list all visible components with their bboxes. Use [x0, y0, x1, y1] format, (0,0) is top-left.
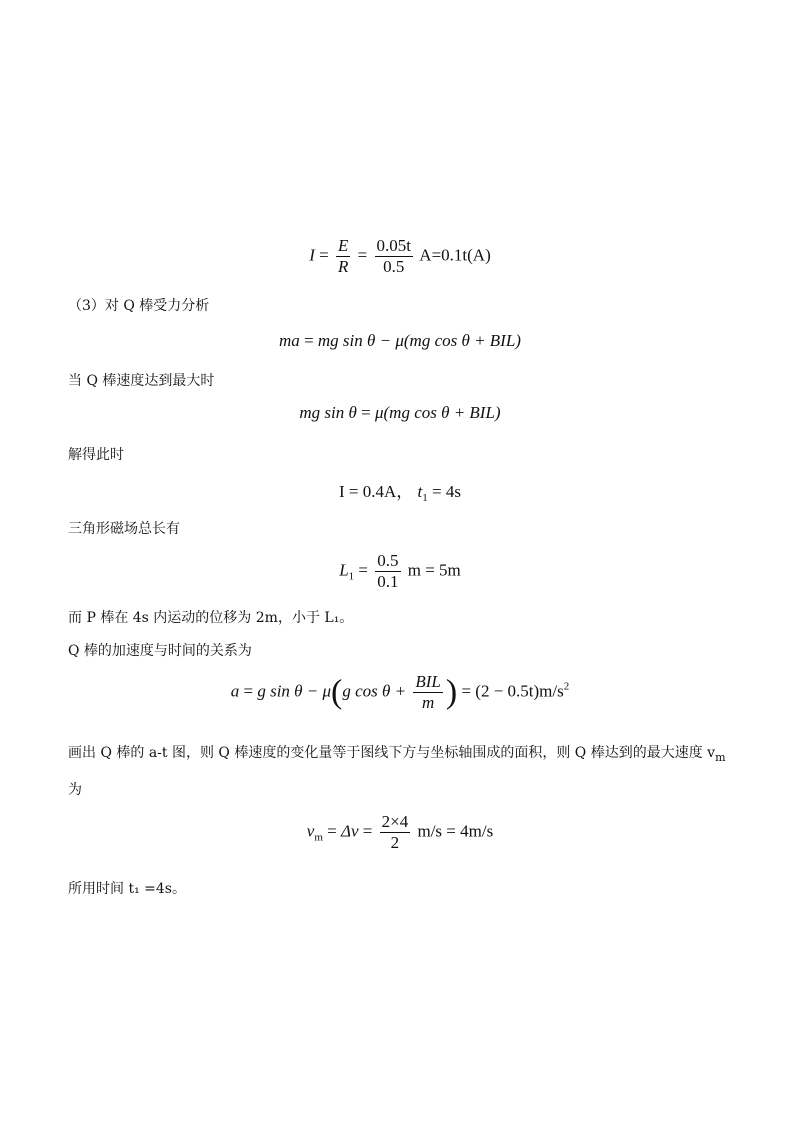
max-speed-text: 当 Q 棒速度达到最大时 — [68, 373, 215, 389]
equation-length: $L_1$ = $\frac{0.5}{0.1}$ m = 5m — [339, 551, 461, 591]
eq1-fraction-1 — [336, 236, 350, 277]
triangle-field-text: 三角形磁场总长有 — [68, 521, 180, 537]
eq6-rhs-post: (2 − 0.5t)m/s — [475, 681, 564, 701]
eq5-lhs-var: L — [339, 560, 349, 580]
equation-balance: mg sin θ = μ(mg cos θ + BIL) — [299, 403, 501, 422]
eq7-lhs-sub: m — [314, 831, 323, 844]
eq7-lhs-var: v — [306, 821, 315, 841]
eq5-numerator: 0.5 — [377, 551, 399, 570]
p-rod-text: 而 P 棒在 4s 内运动的位移为 2m，小于 L₁。 — [68, 610, 354, 626]
eq6-fraction — [413, 672, 443, 713]
eq4-time-var: t — [417, 482, 423, 501]
eq4-time-sub: 1 — [422, 492, 428, 504]
eq1-fraction-2 — [375, 236, 413, 277]
part3-heading: （3）对 Q 棒受力分析 — [68, 298, 210, 314]
equation-max-speed: $v_m = \Delta v$ = $\frac{2\times 4}{2}$ m/s = 4m/s — [306, 812, 494, 852]
eq4-separator: ， — [396, 482, 414, 501]
eq4-current: I = 0.4A — [339, 482, 397, 501]
eq6-numerator: BIL — [415, 672, 441, 691]
eq7-mid: Δv — [341, 821, 359, 841]
eq3-lhs: mg sin θ — [299, 403, 357, 422]
graph-text-sub: m — [715, 751, 726, 764]
eq3-rhs: μ(mg cos θ + BIL) — [374, 403, 501, 422]
eq6-unit-sup: 2 — [563, 680, 570, 693]
equation-result — [0, 477, 800, 504]
eq1-f2-denominator: 0.5 — [383, 257, 405, 276]
eq6-lhs: a — [230, 681, 240, 701]
graph-text: 画出 Q 棒的 a-t 图，则 Q 棒速度的变化量等于图线下方与坐标轴围成的面积，则 Q 棒达到的最大速度 v — [68, 745, 716, 761]
eq7-numerator: 2×4 — [381, 812, 409, 831]
eq1-tail: A=0.1t(A) — [419, 245, 491, 265]
eq7-denominator: 2 — [390, 833, 400, 852]
eq6-inner: g cos θ + — [342, 681, 411, 701]
eq1-f1-numerator: E — [338, 236, 349, 255]
eq7-tail: m/s = 4m/s — [417, 821, 494, 841]
eq1-lhs: I — [309, 245, 315, 265]
solve-text: 解得此时 — [68, 447, 124, 463]
equation-current: I = $\frac{E}{R}$ = $\frac{0.05t}{0.5}$ A=0.1t(A) — [309, 236, 491, 276]
eq5-lhs-sub: 1 — [348, 570, 355, 583]
eq4-time-val: = 4s — [427, 482, 461, 501]
graph-text-line1 — [68, 742, 726, 764]
eq7-fraction — [380, 812, 411, 853]
relation-text: Q 棒的加速度与时间的关系为 — [68, 643, 252, 659]
time-text: 所用时间 t₁ =4s。 — [68, 881, 186, 897]
equation-acceleration: a = g sin θ − μ(g cos θ + $\frac{\text{BIL}}{m}$ ) = $(2 - 0.5t)m/s^2$ — [230, 672, 570, 712]
eq1-f2-numerator: 0.05t — [376, 236, 411, 255]
eq5-fraction — [375, 551, 400, 592]
eq5-tail: m = 5m — [407, 560, 461, 580]
equation-force-analysis: ma = mg sin θ − μ(mg cos θ + BIL) — [279, 331, 521, 350]
eq6-denominator: m — [421, 693, 435, 712]
eq2-rhs: mg sin θ − μ(mg cos θ + BIL) — [317, 331, 521, 350]
eq5-denominator: 0.1 — [377, 572, 399, 591]
graph-text-line2: 为 — [68, 782, 82, 798]
eq6-rhs-pre: g sin θ − μ — [257, 681, 332, 701]
eq2-lhs: ma — [279, 331, 300, 350]
eq1-f1-denominator: R — [338, 257, 349, 276]
